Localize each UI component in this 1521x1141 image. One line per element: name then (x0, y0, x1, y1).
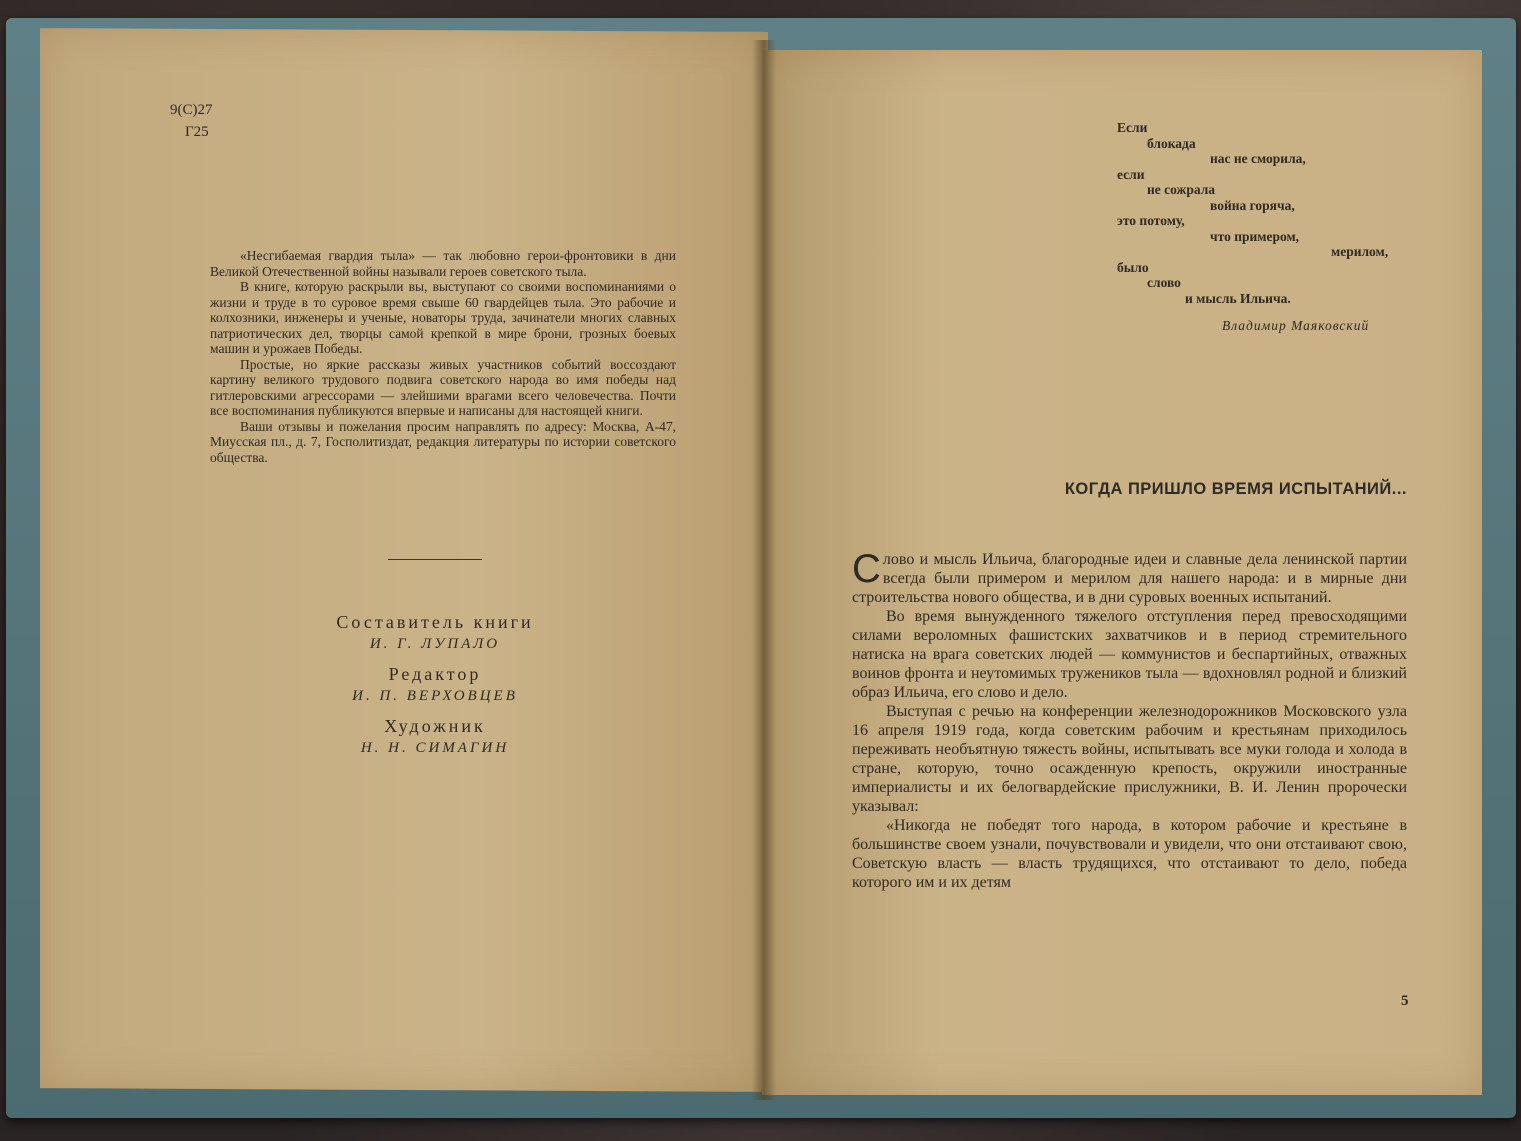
credit-name: Н. Н. СИМАГИН (360, 740, 510, 756)
blurb-paragraph: В книге, которую раскрыли вы, выступают со своими воспоминаниями о жизни и труде в то суровое время свыше 60 гвардейцев тыла. Это рабочие и колхозники, инженеры и ученые, новаторы труда, зачинатели многих славных патриотических дел, творцы самой крепкой в мире брони, грозных боевых машин и урожаев Победы. (210, 279, 676, 356)
book-gutter (752, 40, 776, 1100)
poem-line: Если (1117, 120, 1148, 135)
classification-code: 9(С)27 (170, 102, 213, 118)
credits-block (250, 610, 620, 766)
poem-line: блокада (1147, 135, 1196, 151)
body-paragraph (852, 547, 1407, 607)
poem-line: это потому, (1117, 213, 1185, 228)
body-paragraph: Выступая с речью на конференции железнодорожников Московского узла 16 апреля 1919 года, когда советским рабочим и крестьянам приходилось переживать необъятную тяжесть войны, испытывать все муки голода и холода в стране, которую, точно осажденную крепость, окружили иностранные империалисты и их белогвардейские прислужники, В. И. Ленин пророчески указывал: (852, 703, 1407, 815)
drop-cap: С (852, 547, 881, 591)
credit-name: И. П. ВЕРХОВЦЕВ (352, 688, 518, 704)
credit-role: Художник (384, 716, 486, 736)
body-paragraph: Во время вынужденного тяжелого отступления перед превосходящими силами вероломных фашистских захватчиков и в период стремительного натиска на врага советских людей — коммунистов и беспартийных, отважных воинов фронта и неутомимых тружеников тыла — вдохновлял родной и близкий образ Ильича, его слово и дело. (852, 608, 1407, 701)
blurb-paragraph: Ваши отзывы и пожелания просим направлять по адресу: Москва, А-47, Миусская пл., д. 7, Госполитиздат, редакция литературы по истории советского общества. (210, 418, 676, 465)
poem-line: если (1117, 166, 1145, 182)
poem-line: мерилом, (1331, 244, 1389, 259)
epigraph-poem (1117, 120, 1407, 306)
poem-author: Владимир Маяковский (1222, 318, 1370, 333)
divider-line (388, 559, 482, 560)
blurb-text (210, 248, 676, 465)
poem-line: не сожрала (1147, 182, 1216, 197)
index-code: Г25 (185, 124, 209, 140)
credit-name: И. Г. ЛУПАЛО (369, 636, 501, 652)
blurb-paragraph: «Несгибаемая гвардия тыла» — так любовно герои-фронтовики в дни Великой Отечественной войны называли героев советского тыла. (210, 248, 676, 279)
blurb-paragraph: Простые, но яркие рассказы живых участников событий воссоздают картину великого трудового подвига советского народа во имя победы над гитлеровскими агрессорами — злейшими врагами всего человечества. Почти все воспоминания публикуются впервые и написаны для настоящей книги. (210, 356, 676, 418)
credit-role: Составитель книги (336, 612, 534, 632)
credit-role: Редактор (388, 664, 482, 684)
poem-line: что примером, (1210, 228, 1300, 244)
poem-line: слово (1147, 275, 1181, 290)
chapter-heading: КОГДА ПРИШЛО ВРЕМЯ ИСПЫТАНИЙ... (1064, 480, 1407, 498)
body-paragraph: «Никогда не победят того народа, в котором рабочие и крестьяне в большинстве своем узнали, почувствовали и увидели, что они отстаивают свою, Советскую власть — власть трудящихся, что отстаивают то дело, победа которого им и их детям (852, 817, 1407, 891)
poem-line: было (1117, 259, 1149, 275)
body-first-paragraph: лово и мысль Ильича, благородные идеи и славные дела ленинской партии всегда были примером и мерилом для нашего народа: и в мирные дни строительства нового общества, и в дни суровых военных испытаний. (852, 551, 1407, 606)
page-number: 5 (1401, 993, 1409, 1009)
poem-line: и мысль Ильича. (1185, 290, 1291, 306)
poem-line: война горяча, (1210, 197, 1295, 213)
chapter-body (852, 547, 1407, 892)
poem-line: нас не сморила, (1210, 151, 1306, 166)
